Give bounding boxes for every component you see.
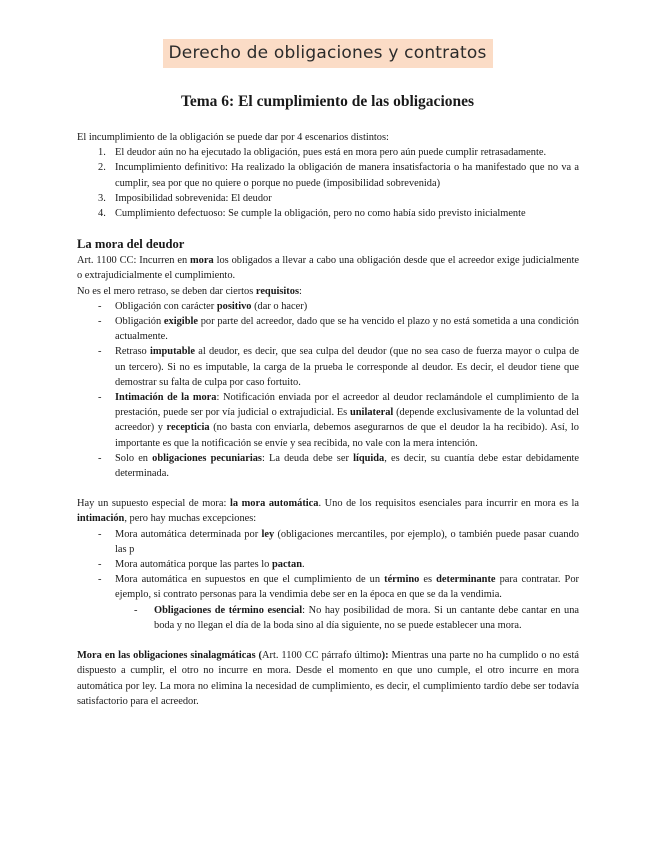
list-item: - Obligaciones de término esencial: No hay posibilidad de mora. Si un cantante debe cantar en una boda y no llegan el día de la boda sino al día siguiente, no se puede establecer una mora. bbox=[134, 604, 579, 631]
section-heading-mora: La mora del deudor bbox=[77, 237, 185, 252]
excepciones-list bbox=[77, 527, 579, 603]
sub-list bbox=[77, 603, 579, 633]
list-text: El deudor aún no ha ejecutado la obligación, pues está en mora pero aún puede cumplir retrasadamente. bbox=[115, 147, 547, 159]
topic-title: Tema 6: El cumplimiento de las obligaciones bbox=[180, 93, 475, 110]
list-item: - Solo en obligaciones pecuniarias: La deuda debe ser líquida, es decir, su cuantía debe estar debidamente determinada. bbox=[98, 452, 580, 480]
document-title: Derecho de obligaciones y contratos bbox=[163, 39, 493, 68]
list-number: 1. bbox=[98, 147, 106, 159]
list-item bbox=[77, 191, 579, 206]
list-item bbox=[77, 145, 579, 160]
list-item: - Retraso imputable al deudor, es decir, que sea culpa del deudor (que no sea caso de fuerza mayor o culpa de un tercero). Si no es imputable, la carga de la prueba le corresponde al deudor. Es decir, el deudor tiene que demostrar su falta de culpa por caso fortuito. bbox=[98, 346, 580, 388]
sinalagmaticas-paragraph: Mora en las obligaciones sinalagmáticas (Art. 1100 CC párrafo último): Mientras una parte no ha cumplido o no está dispuesto a cumplir, el otro no incurre en mora. Desde el momento en que uno cumple, el otro incurre en mora automática por ley. La mora no elimina la necesidad de cumplimiento, es decir, el cumplimiento tardío debe ser todavía satisfactorio para el acreedor. bbox=[77, 650, 579, 707]
scenario-list bbox=[77, 145, 579, 221]
list-text: Cumplimiento defectuoso: Se cumple la obligación, pero no como había sido previsto inicialmente bbox=[115, 208, 526, 220]
spacer bbox=[77, 221, 579, 236]
main-content bbox=[77, 130, 579, 709]
list-item: - Mora automática en supuestos en que el cumplimiento de un término es determinante para contratar. Por ejemplo, si contrato personas para la vendimia debe ser en la época en que se da la vendimia. bbox=[98, 574, 579, 601]
list-text: Incumplimiento definitivo: Ha realizado la obligación de manera insatisfactoria o ha manifestado que no va a cumplir, sea por que no quiere o porque no puede (imposibilidad sobrevenida) bbox=[115, 162, 579, 189]
list-number: 4. bbox=[98, 208, 106, 220]
intro-lead: El incumplimiento de la obligación se puede dar por 4 escenarios distintos: bbox=[77, 132, 389, 143]
spacer bbox=[77, 633, 579, 648]
mora-automatica-paragraph: Hay un supuesto especial de mora: la mora automática. Uno de los requisitos esenciales para incurrir en mora es la intimación, pero hay muchas excepciones: bbox=[77, 498, 579, 525]
document-title-wrapper bbox=[0, 39, 655, 68]
list-number: 3. bbox=[98, 192, 106, 204]
list-item bbox=[77, 206, 579, 221]
spacer bbox=[77, 481, 579, 496]
list-item: - Intimación de la mora: Notificación enviada por el acreedor al deudor reclamándole el cumplimiento de la prestación, puede ser por vía judicial o extrajudicial. Es unilateral (depende exclusivamente de la voluntad del acreedor) y recepticia (no basta con enviarla, debemos asegurarnos de que el deudor la ha recibido). Así, lo importante es que la notificación se envíe y sea recibida, no vale con la mera intención. bbox=[98, 392, 579, 449]
list-item: - Mora automática porque las partes lo pactan. bbox=[98, 559, 305, 571]
requisitos-list bbox=[77, 299, 579, 481]
art-1100-paragraph: Art. 1100 CC: Incurren en mora los obligados a llevar a cabo una obligación desde que el acreedor exige judicialmente o extrajudicialmente el cumplimiento. bbox=[77, 255, 579, 282]
requisitos-lead: No es el mero retraso, se deben dar ciertos requisitos: bbox=[77, 285, 302, 297]
list-text: Imposibilidad sobrevenida: El deudor bbox=[115, 192, 272, 204]
list-number: 2. bbox=[98, 162, 106, 174]
list-item: - Mora automática determinada por ley (obligaciones mercantiles, por ejemplo), o también puede pasar cuando las p bbox=[98, 528, 580, 555]
list-item: - Obligación con carácter positivo (dar o hacer) bbox=[98, 300, 308, 312]
list-item bbox=[77, 160, 579, 190]
list-item: - Obligación exigible por parte del acreedor, dado que se ha vencido el plazo y no está sometida a una condición actualmente. bbox=[98, 316, 579, 343]
